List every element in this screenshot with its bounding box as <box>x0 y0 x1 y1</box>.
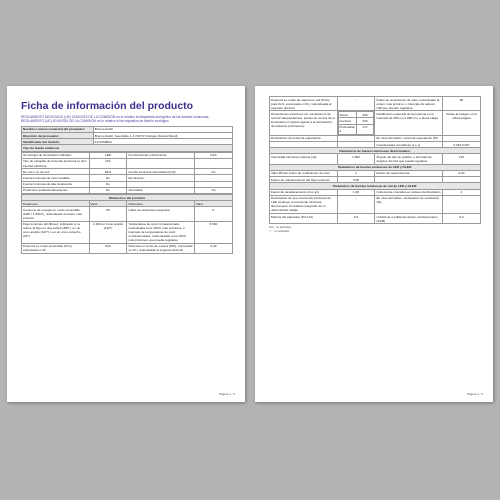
params-table <box>21 194 233 254</box>
param-label: Atenuable: <box>127 187 195 193</box>
param-value: No <box>89 187 127 193</box>
param-value: 50,0 <box>89 243 127 253</box>
dimension-row <box>338 124 374 134</box>
param-value: No <box>195 169 233 175</box>
param-value: No <box>89 181 127 187</box>
param-label: Métrica del parpadeo (Pst LM) <box>270 213 338 223</box>
supplier-table <box>21 126 233 152</box>
param-label: Consumo de energía en modo encendido (kWh / 1 000 h), redondeado al entero más próximo <box>22 207 90 221</box>
param-label: Potencia en modo de espera (Psb), expresada en W y redondeada al segundo decimal <box>127 243 195 253</box>
param-value: - <box>443 135 481 141</box>
address-label: Dirección del proveedor: <box>22 133 94 139</box>
table-row <box>22 207 233 221</box>
dimension-value: 171 <box>356 124 374 134</box>
footnotes <box>269 226 481 234</box>
table-row <box>22 221 233 243</box>
param-value: - <box>337 135 375 141</box>
table-row <box>22 187 233 193</box>
params-header-cell: Parámetro <box>22 201 90 207</box>
table-row <box>270 154 481 164</box>
param-value: 0,90 <box>443 170 481 176</box>
param-label: Distribución espectral de la potencia en el intervalo de 250 nm a 800 nm, a plena carga <box>375 111 443 136</box>
dimension-value: 334 <box>356 118 374 124</box>
param-value: - <box>337 97 375 111</box>
dimensions-table <box>338 111 375 135</box>
param-value: MLS <box>89 169 127 175</box>
param-value: 80 <box>443 97 481 111</box>
param-label: Coordenadas cromáticas (x e y) <box>375 142 443 148</box>
regulation-intro: REGLAMENTO DELEGADO (UE) 2019/2015 DE LA COMISIÓN en lo relativo al etiquetado energético de las fuentes luminosas; REGLAMENTO (UE) 2019/2020 DE LA COMISIÓN en lo relativo a los requisitos de diseño ecológico <box>21 115 210 124</box>
param-value: 6 500 <box>195 221 233 243</box>
supplier-label: Nombre o marca comercial del proveedor: <box>22 126 94 132</box>
model-value: 1171250604 <box>93 139 232 145</box>
table-row <box>22 243 233 253</box>
param-value: LED <box>89 152 127 158</box>
param-value: 0,333 0,397 <box>443 142 481 148</box>
param-value: - <box>443 195 481 213</box>
param-label: Fuente luminosa de alta luminancia: <box>22 181 90 187</box>
param-value: - <box>337 195 375 213</box>
document-page-1 <box>7 86 245 402</box>
param-label: En caso afirmativo, declaración de sustitución (W) <box>375 195 443 213</box>
param-label: Temperatura de color correlacionada, redondeada a los 100 K más próximos, o intervalo de temperaturas de color correlacionadas, redondeadas a los 100 K más próximos, que pueda regularse <box>127 221 195 243</box>
param-value: 0,40 <box>195 243 233 253</box>
param-value: Véase la imagen en la última página <box>443 111 481 136</box>
param-label: Potencia en modo de espera en red (Pnet) para CLS, expresada en W y redondeada al segundo decimal <box>270 97 338 111</box>
model-label: Identificador del modelo: <box>22 139 94 145</box>
param-value: 4 400 en Cono amplio (120°) <box>89 221 127 243</box>
param-value: F <box>195 207 233 221</box>
param-label: Índice de rendimiento de color, redondeado al entero más próximo, o intervalo de valores CRI que pueden regularse <box>375 97 443 111</box>
section-heading: Parámetros de fuentes luminosas direccionales: <box>270 148 481 154</box>
param-label: Ángulo del haz en grados, o intervalo de ángulos del haz que pueda regularse <box>375 154 443 164</box>
dimension-label: Profundidad <box>339 125 355 134</box>
param-label: Envolvente: <box>127 175 195 181</box>
param-value: 0,90 <box>337 177 375 183</box>
param-value: No <box>195 187 233 193</box>
param-label: Factor de mantenimiento del flujo luminoso <box>270 177 338 183</box>
param-label: Declaración de que una fuente luminosa de LED sustituye a una fuente luminosa fluorescente sin balasto integrado de un determinado vatiaje <box>270 195 338 213</box>
param-value: No <box>89 175 127 181</box>
params-header-cell: Valor <box>89 201 127 207</box>
table-row <box>270 111 481 136</box>
type-label: Tipo de fuente luminosa: <box>22 145 233 151</box>
param-label: Fuente luminosa de color variable: <box>22 175 90 181</box>
supplier-value: Brennenstuhl <box>93 126 232 132</box>
dimension-label: Altura <box>338 112 356 118</box>
params-header-cell: Valor <box>195 201 233 207</box>
param-value: 50 <box>89 207 127 221</box>
param-label: Dimensiones exteriores sin mecanismos de control independientes, piezas de control de la iluminación ni piezas ajenas a la iluminación, de haberlos (milímetros) <box>270 111 338 136</box>
param-label: Tipo de casquillo de la fuente luminosa (u otra interfaz eléctrica) <box>22 158 90 168</box>
param-label: Flujo luminoso útil (Φuse), indicando si se refiere al flujo en una esfera (360°), en un cono amplio (120°) o en un cono estrecho (90°) <box>22 221 90 243</box>
table-row <box>270 213 481 223</box>
param-label: No direccional o direccional <box>127 152 195 158</box>
param-label: Declaración de potencia equivalente <box>270 135 338 141</box>
param-value: 115 <box>443 154 481 164</box>
params-heading: Parámetros del producto <box>22 194 233 200</box>
param-label: Clase de eficiencia energética <box>127 207 195 221</box>
param-value: 1,00 <box>337 189 375 195</box>
params-continued-table <box>269 96 481 224</box>
page-footer: Página 2 / 3 <box>466 392 483 396</box>
param-label: Coherencia cromática en elipses de MacAdam <box>375 189 443 195</box>
param-value: 1 600 <box>337 154 375 164</box>
param-value: 0,2 <box>337 213 375 223</box>
dimension-value: 306 <box>356 112 374 118</box>
footnote: "-" : no aplicable; <box>269 229 290 234</box>
dimensions-cell <box>337 111 375 136</box>
page-title: Ficha de información del producto <box>21 100 194 112</box>
param-label: Valor R9 del índice de rendimiento de color <box>270 170 338 176</box>
light-source-type-table <box>21 152 233 194</box>
param-label: Factor de supervivencia <box>375 170 443 176</box>
footnote: N/A : no aplicable; <box>269 225 292 230</box>
param-label: Tecnología de iluminación utilizada: <box>22 152 90 158</box>
param-value: 1 <box>337 170 375 176</box>
param-value: N/A <box>89 158 127 168</box>
param-label <box>127 158 195 168</box>
param-label: Fuente luminosa conectada (CLS): <box>127 169 195 175</box>
param-label: En caso afirmativo, potencia equivalente (W) <box>375 135 443 141</box>
param-label: Intensidad luminosa máxima (cd) <box>270 154 338 164</box>
table-row <box>270 97 481 111</box>
param-value: DLS <box>195 152 233 158</box>
param-label: Factor de desplazamiento (cos φ1) <box>270 189 338 195</box>
table-row <box>22 158 233 168</box>
param-value: 0,4 <box>443 213 481 223</box>
params-header-cell: Parámetro <box>127 201 195 207</box>
param-value: 2 <box>443 189 481 195</box>
param-label: Protección antideslumbramiento: <box>22 187 90 193</box>
param-label: Potencia en modo encendido (Pon), expresada en W <box>22 243 90 253</box>
page-footer: Página 1 / 3 <box>218 392 235 396</box>
document-page-2 <box>255 86 493 402</box>
address-value: Brennenstuhl, Seestraße 1-3 72074 Tubingen (Deutschland) <box>93 133 232 139</box>
param-value <box>195 158 233 168</box>
dimension-label: Anchura <box>338 118 356 124</box>
param-value: - <box>195 175 233 181</box>
table-row <box>270 195 481 213</box>
param-label: De red o no de red: <box>22 169 90 175</box>
section-heading: Parámetros de fuentes luminosas de red de LED y OLED: <box>270 183 481 189</box>
section-heading: Parámetros de fuentes luminosas de LED y OLED: <box>270 164 481 170</box>
param-label: Unidad de medida del efecto estroboscópico (SVM) <box>375 213 443 223</box>
